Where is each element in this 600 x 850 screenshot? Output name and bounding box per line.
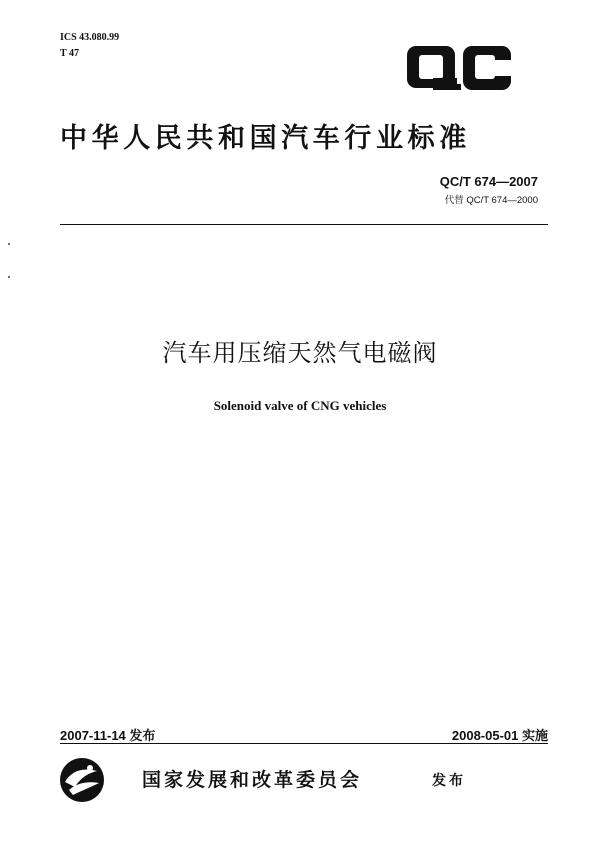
scan-speck	[8, 276, 10, 278]
ics-code: ICS 43.080.99	[60, 32, 120, 43]
replaces-standard: 代替 QC/T 674—2000	[444, 195, 538, 206]
standard-category-title: 中华人民共和国汽车行业标准	[60, 123, 471, 154]
publisher-suffix: 发布	[432, 773, 466, 789]
document-title-english: Solenoid valve of CNG vehicles	[213, 398, 387, 413]
document-title-chinese: 汽车用压缩天然气电磁阀	[162, 339, 438, 367]
standard-number: QC/T 674—2007	[439, 174, 538, 189]
effective-date: 2008-05-01 实施	[451, 728, 548, 743]
scan-speck	[8, 243, 10, 245]
publisher-name: 国家发展和改革委员会	[142, 769, 363, 791]
footer-divider	[60, 743, 548, 744]
issue-date: 2007-11-14 发布	[60, 728, 156, 743]
publisher-emblem-icon	[59, 757, 105, 803]
category-code: T 47	[60, 48, 79, 59]
standard-number-block	[440, 174, 538, 206]
header-divider	[60, 224, 548, 225]
qc-logo	[405, 44, 513, 94]
classification-block	[60, 30, 119, 62]
